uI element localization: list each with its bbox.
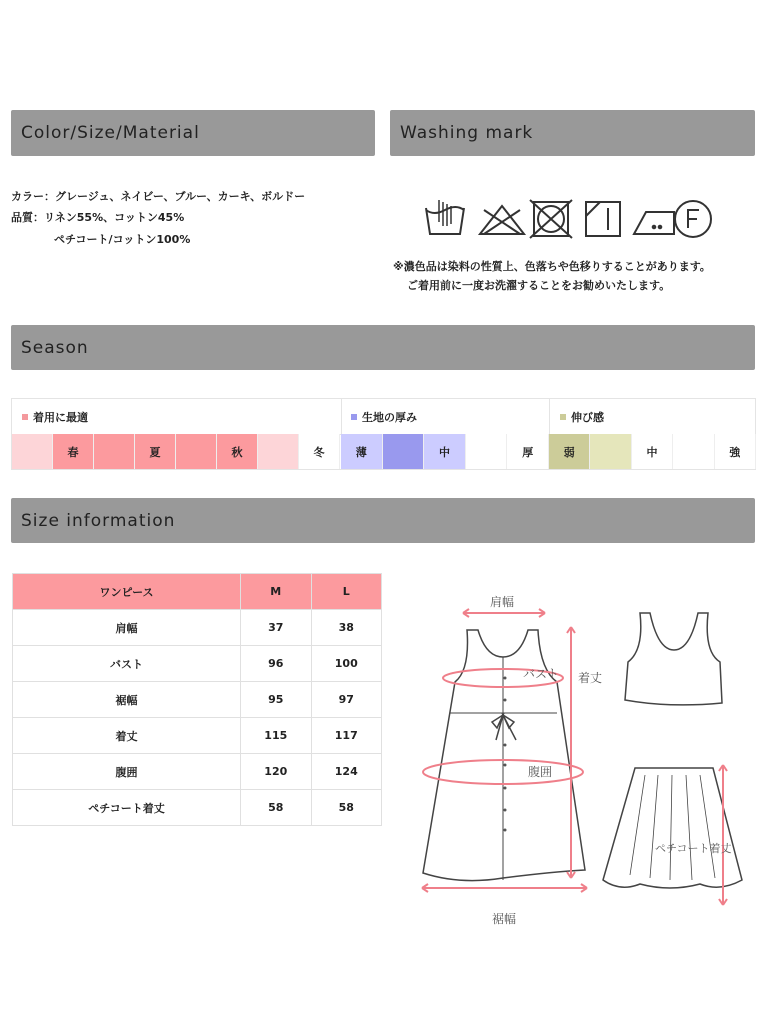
table-cell: 115 [241, 718, 311, 754]
petticoat-length-label: ペチコート着丈 [655, 842, 732, 855]
thickness-cell [383, 434, 425, 469]
table-cell: 着丈 [13, 718, 241, 754]
dry-clean-f-icon [675, 201, 711, 237]
legend-label: 伸び感 [571, 411, 604, 424]
table-cell: ペチコート着丈 [13, 790, 241, 826]
line-dry-shade-icon [586, 202, 620, 236]
legend-thickness [351, 409, 417, 425]
stretch-cell: 強 [715, 434, 756, 469]
wear-cell [12, 434, 53, 469]
petticoat-illustration [603, 768, 742, 888]
wear-cell [258, 434, 299, 469]
table-row [13, 790, 382, 826]
wear-cell [94, 434, 135, 469]
legend-label: 着用に最適 [33, 411, 88, 424]
table-row [13, 718, 382, 754]
waist-label: 腹囲 [528, 765, 553, 779]
table-row [13, 646, 382, 682]
stretch-cell [590, 434, 631, 469]
washing-icons [420, 196, 715, 240]
legend-swatch [351, 414, 357, 420]
table-cell: 58 [311, 790, 381, 826]
wear-cell: 冬 [299, 434, 340, 469]
table-cell: 腹囲 [13, 754, 241, 790]
stretch-cell: 中 [632, 434, 673, 469]
season-header: Season [11, 325, 755, 370]
table-cell: 38 [311, 610, 381, 646]
column-header: M [241, 574, 311, 610]
legend-wear [22, 409, 88, 425]
legend-stretch [560, 409, 604, 425]
camisole-illustration [625, 613, 722, 705]
table-cell: 58 [241, 790, 311, 826]
hand-wash-icon [426, 200, 464, 234]
wear-cell: 秋 [217, 434, 258, 469]
thickness-cell [466, 434, 508, 469]
no-bleach-icon [480, 206, 524, 234]
wear-cell: 春 [53, 434, 94, 469]
legend-swatch [22, 414, 28, 420]
wear-cell: 夏 [135, 434, 176, 469]
washing-note-2: ご着用前に一度お洗濯することをお勧めいたします。 [407, 279, 671, 292]
thickness-cell: 薄 [341, 434, 383, 469]
size-information-header: Size information [11, 498, 755, 543]
table-row [13, 682, 382, 718]
table-row [13, 610, 382, 646]
table-cell: 117 [311, 718, 381, 754]
table-row [13, 754, 382, 790]
table-cell: 97 [311, 682, 381, 718]
table-cell: 100 [311, 646, 381, 682]
thickness-cell: 中 [424, 434, 466, 469]
no-tumble-dry-icon [530, 200, 572, 238]
table-cell: 95 [241, 682, 311, 718]
shoulder-label: 肩幅 [490, 595, 515, 609]
table-cell: 120 [241, 754, 311, 790]
bust-label: バスト [523, 667, 560, 681]
table-cell: 37 [241, 610, 311, 646]
table-cell: 肩幅 [13, 610, 241, 646]
column-header: ワンピース [13, 574, 241, 610]
table-cell: 124 [311, 754, 381, 790]
color-line: カラー：グレージュ、ネイビー、ブルー、カーキ、ボルドー [11, 190, 306, 203]
table-cell: 裾幅 [13, 682, 241, 718]
legend-swatch [560, 414, 566, 420]
petticoat-material-line: ペチコート/コットン100% [54, 233, 191, 246]
column-header: L [311, 574, 381, 610]
color-size-material-header: Color/Size/Material [11, 110, 375, 156]
table-cell: バスト [13, 646, 241, 682]
size-table [12, 573, 382, 826]
wear-cell [176, 434, 217, 469]
garment-diagram [400, 580, 760, 930]
dress-illustration [423, 630, 585, 881]
stretch-cell [673, 434, 714, 469]
thickness-cell: 厚 [507, 434, 549, 469]
washing-note-1: ※濃色品は染料の性質上、色落ちや色移りすることがあります。 [393, 260, 711, 273]
table-cell: 96 [241, 646, 311, 682]
stretch-cell: 弱 [549, 434, 590, 469]
quality-line: 品質：リネン55%、コットン45% [11, 211, 185, 224]
iron-medium-icon [634, 212, 674, 234]
washing-mark-header: Washing mark [390, 110, 755, 156]
legend-label: 生地の厚み [362, 411, 417, 424]
length-label: 着丈 [578, 671, 603, 685]
table-header-row [13, 574, 382, 610]
hem-label: 裾幅 [492, 912, 517, 926]
